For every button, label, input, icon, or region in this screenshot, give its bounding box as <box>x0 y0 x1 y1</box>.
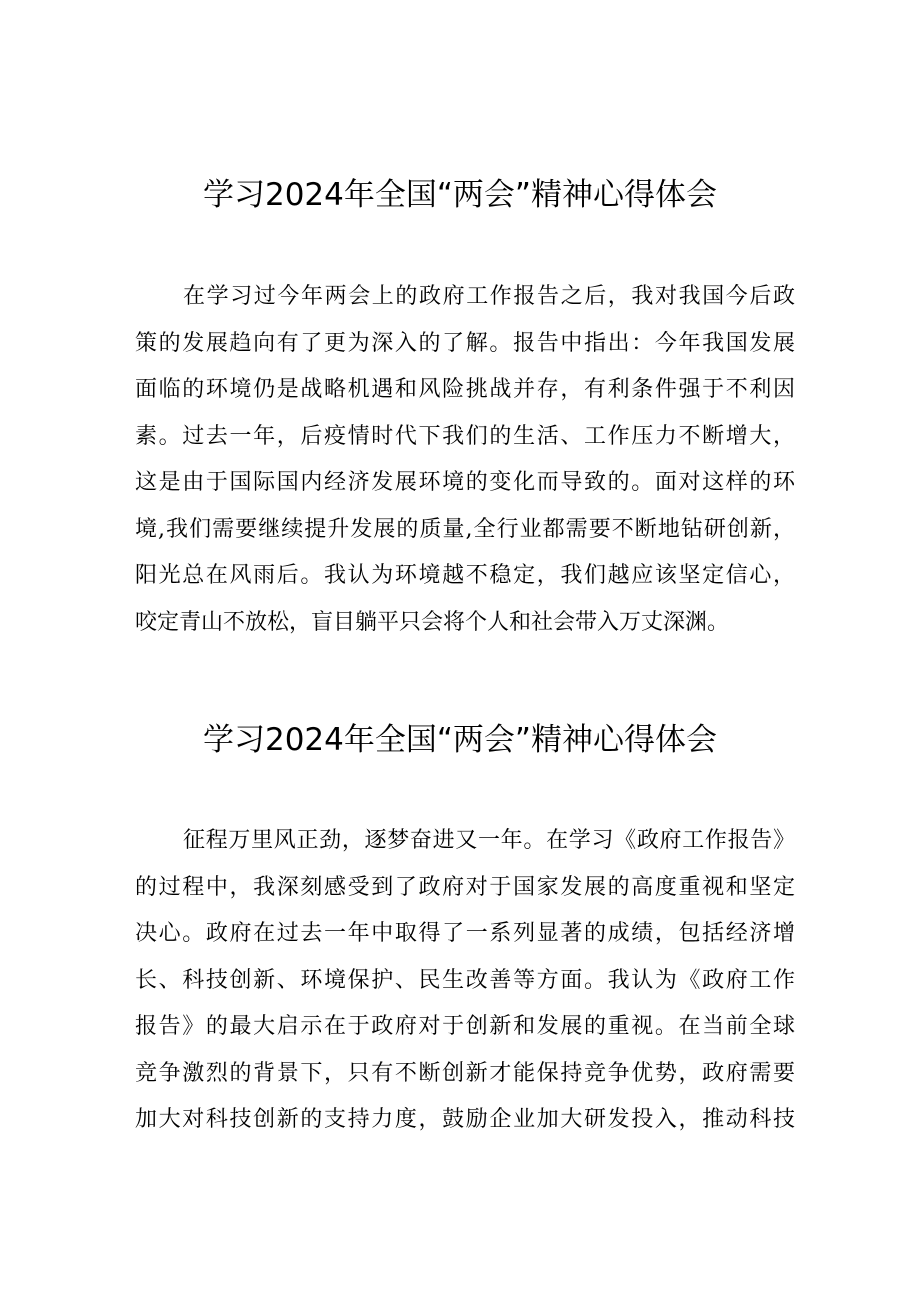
section-title: 学习2024年全国“两会”精神心得体会 <box>202 722 717 758</box>
paragraph-line: 的过程中，我深刻感受到了政府对于国家发展的高度重视和坚定 <box>135 874 795 900</box>
paragraph-line: 长、科技创新、环境保护、民生改善等方面。我认为《政府工作 <box>135 967 795 993</box>
paragraph-line: 面临的环境仍是战略机遇和风险挑战并存，有利条件强于不利因 <box>135 377 795 402</box>
paragraph-line: 这是由于国际国内经济发展环境的变化而导致的。面对这样的环 <box>135 470 795 495</box>
section-paragraph <box>135 818 795 1144</box>
paragraph-line: 决心。政府在过去一年中取得了一系列显著的成绩，包括经济增 <box>135 921 795 946</box>
paragraph-line: 报告》的最大启示在于政府对于创新和发展的重视。在当前全球 <box>135 1014 795 1039</box>
paragraph-line: 咬定青山不放松，盲目躺平只会将个人和社会带入万丈深渊。 <box>135 609 730 635</box>
paragraph-line: 阳光总在风雨后。我认为环境越不稳定，我们越应该坚定信心， <box>135 563 795 588</box>
paragraph-line: 加大对科技创新的支持力度，鼓励企业加大研发投入，推动科技 <box>135 1107 795 1132</box>
paragraph-line: 素。过去一年，后疫情时代下我们的生活、工作压力不断增大， <box>135 423 795 449</box>
section-title: 学习2024年全国“两会”精神心得体会 <box>202 177 717 213</box>
section-paragraph <box>135 274 795 646</box>
paragraph-line: 在学习过今年两会上的政府工作报告之后，我对我国今后政 <box>183 284 795 309</box>
paragraph-line: 境,我们需要继续提升发展的质量,全行业都需要不断地钻研创新， <box>135 516 795 542</box>
paragraph-line: 策的发展趋向有了更为深入的了解。报告中指出：今年我国发展 <box>135 330 795 356</box>
paragraph-line: 征程万里风正劲，逐梦奋进又一年。在学习《政府工作报告》 <box>183 828 795 853</box>
paragraph-line: 竞争激烈的背景下，只有不断创新才能保持竞争优势，政府需要 <box>135 1060 795 1086</box>
